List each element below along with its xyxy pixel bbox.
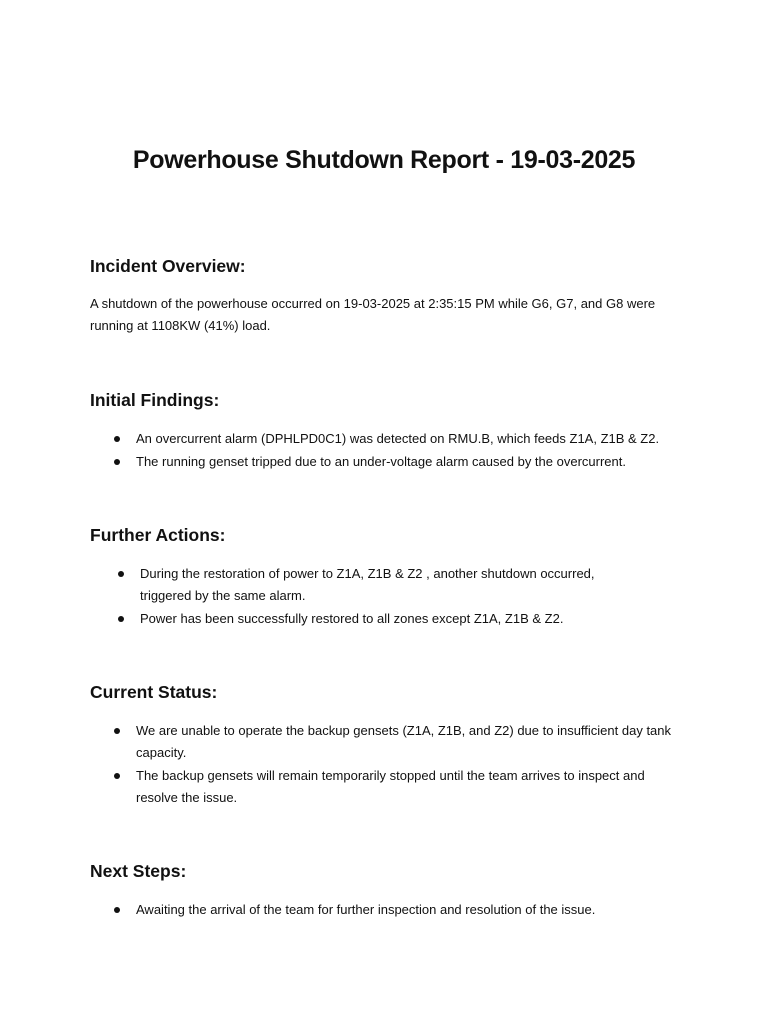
list-item — [140, 563, 645, 607]
bullet-icon — [114, 907, 120, 913]
further-actions-heading: Further Actions: — [90, 525, 226, 545]
list-item — [136, 428, 696, 450]
bullet-icon — [118, 616, 124, 622]
list-item-text: The backup gensets will remain temporarily stopped until the team arrives to inspect and resolve the issue. — [136, 768, 645, 805]
bullet-icon — [114, 459, 120, 465]
list-item — [140, 608, 645, 630]
initial-findings-list — [136, 428, 696, 473]
list-item-text: Awaiting the arrival of the team for further inspection and resolution of the issue. — [136, 902, 596, 917]
list-item-text: We are unable to operate the backup gensets (Z1A, Z1B, and Z2) due to insufficient day tank capacity. — [136, 723, 672, 760]
bullet-icon — [118, 571, 124, 577]
current-status-list — [136, 720, 681, 809]
next-steps-list — [136, 899, 696, 921]
incident-overview-paragraph: A shutdown of the powerhouse occurred on 19-03-2025 at 2:35:15 PM while G6, G7, and G8 were running at 1108KW (41%) load. — [90, 296, 656, 333]
bullet-icon — [114, 436, 120, 442]
next-steps-heading: Next Steps: — [90, 861, 187, 881]
list-item-text: During the restoration of power to Z1A, Z1B & Z2 , another shutdown occurred, triggered by the same alarm. — [140, 566, 595, 603]
document-title: Powerhouse Shutdown Report - 19-03-2025 — [132, 146, 636, 174]
initial-findings-heading: Initial Findings: — [90, 390, 220, 410]
list-item — [136, 765, 681, 809]
further-actions-list — [140, 563, 645, 630]
list-item-text: The running genset tripped due to an under-voltage alarm caused by the overcurrent. — [136, 454, 626, 469]
bullet-icon — [114, 773, 120, 779]
list-item — [136, 899, 696, 921]
list-item — [136, 720, 681, 764]
list-item — [136, 451, 696, 473]
incident-overview-heading: Incident Overview: — [90, 256, 246, 276]
list-item-text: An overcurrent alarm (DPHLPD0C1) was detected on RMU.B, which feeds Z1A, Z1B & Z2. — [136, 431, 660, 446]
list-item-text: Power has been successfully restored to all zones except Z1A, Z1B & Z2. — [140, 611, 564, 626]
bullet-icon — [114, 728, 120, 734]
current-status-heading: Current Status: — [90, 682, 218, 702]
